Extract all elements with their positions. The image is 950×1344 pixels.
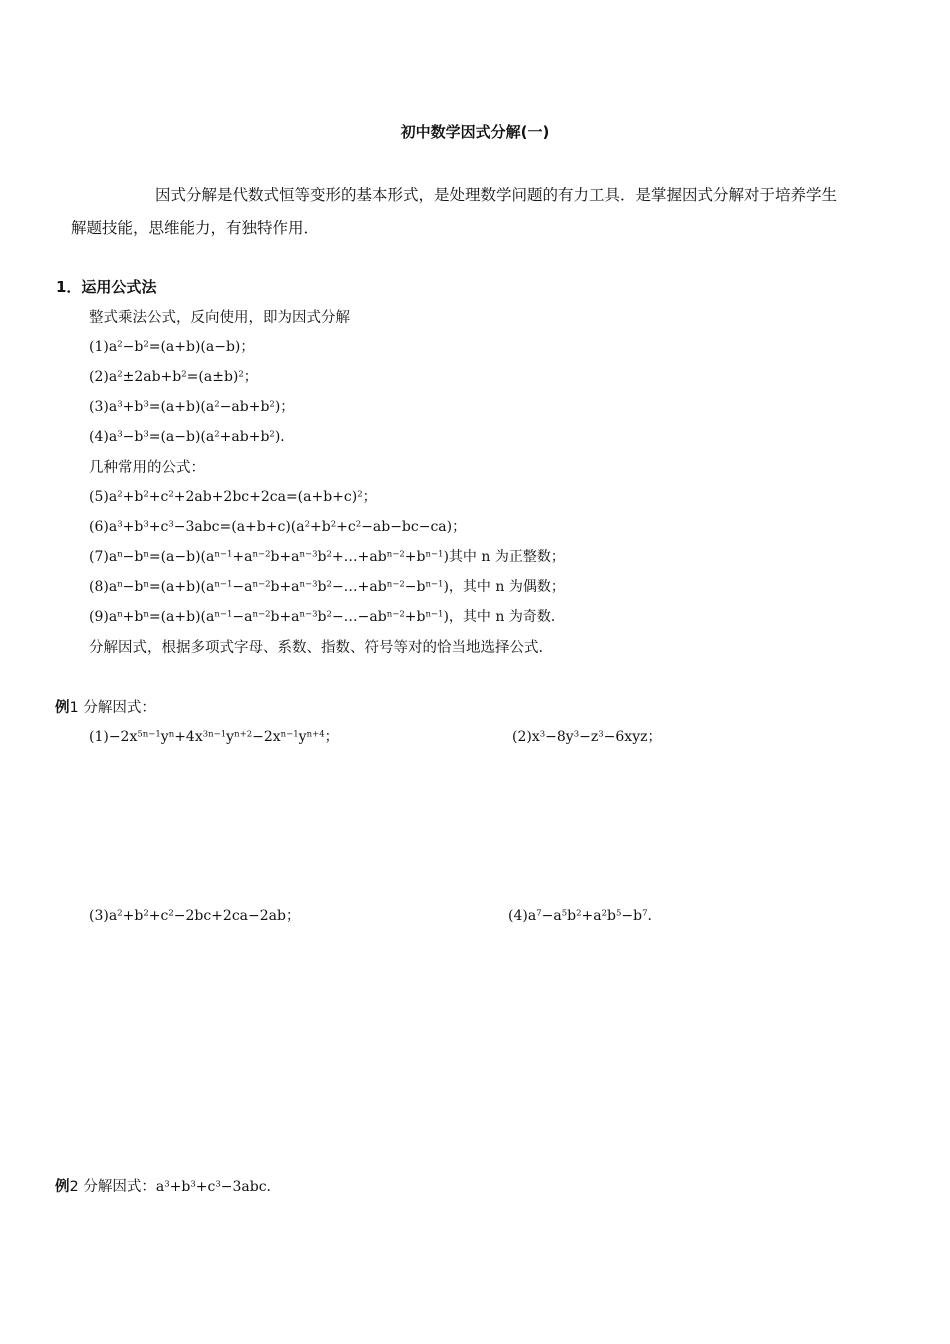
formula-5: $(5)a^2+b^2+c^2+2ab+2bc+2ca=(a+b+c)^2$； <box>89 489 377 505</box>
formula-7: $(7)a^n-b^n=(a-b)(a^{n-1}+a^{n-2}b+a^{n-3}b^2+\dots+ab^{n-2}+b^{n-1})$其中 n 为正整数； <box>89 549 565 565</box>
section-heading: 1．运用公式法 <box>56 278 157 296</box>
example-2-number: 2 <box>69 1179 79 1195</box>
example-1-prompt: 分解因式： <box>83 700 156 716</box>
example-1-problem-1: $(1)-2x^{5n-1}y^n+4x^{3n-1}y^{n+2}-2x^{n-1}y^{n+4}$； <box>89 729 339 745</box>
example-1-problem-3: $(3)a^2+b^2+c^2-2bc+2ca-2ab$； <box>89 908 300 924</box>
example-2-prompt: 分解因式： <box>83 1179 156 1195</box>
example-1-label: 例 <box>55 700 70 716</box>
page-title: 初中数学因式分解(一) <box>400 123 550 141</box>
example-1-problem-4: $(4)a^7-a^5b^2+a^2b^5-b^7$． <box>508 908 662 924</box>
example-1-problem-2: $(2)x^3-8y^3-z^3-6xyz$； <box>512 729 662 745</box>
formula-2: $(2)a^2\pm 2ab+b^2=(a\pm b)^2$； <box>89 369 258 385</box>
formula-4: $(4)a^3-b^3=(a-b)(a^2+ab+b^2)$． <box>89 429 295 445</box>
formula-6: $(6)a^3+b^3+c^3-3abc=(a+b+c)(a^2+b^2+c^2-ab-bc-ca)$； <box>89 519 467 535</box>
intro-line-2: 解题技能，思维能力，有独特作用． <box>71 219 320 237</box>
formula-8: $(8)a^n-b^n=(a+b)(a^{n-1}-a^{n-2}b+a^{n-3}b^2-\dots+ab^{n-2}-b^{n-1})$，其中 n 为偶数； <box>89 579 565 595</box>
example-2-heading <box>55 1175 281 1196</box>
formula-9: $(9)a^n+b^n=(a+b)(a^{n-1}-a^{n-2}b+a^{n-3}b^2-\dots-ab^{n-2}+b^{n-1})$，其中 n 为奇数． <box>89 609 565 625</box>
example-2-expression: $a^3+b^3+c^3-3abc$． <box>155 1179 281 1195</box>
formula-3: $(3)a^3+b^3=(a+b)(a^2-ab+b^2)$； <box>89 399 295 415</box>
example-1-number: 1 <box>69 700 79 716</box>
section-description: 整式乘法公式，反向使用，即为因式分解 <box>89 310 350 326</box>
example-1-heading <box>55 696 156 717</box>
example-2-label: 例 <box>55 1179 70 1195</box>
formula-1: $(1)a^2-b^2=(a+b)(a-b)$； <box>89 339 255 355</box>
closing-remark: 分解因式，根据多项式字母、系数、指数、符号等对的恰当地选择公式． <box>89 640 553 656</box>
common-formulas-title: 几种常用的公式： <box>89 460 205 476</box>
intro-line-1: 因式分解是代数式恒等变形的基本形式，是处理数学问题的有力工具．是掌握因式分解对于培养学生 <box>155 186 838 204</box>
